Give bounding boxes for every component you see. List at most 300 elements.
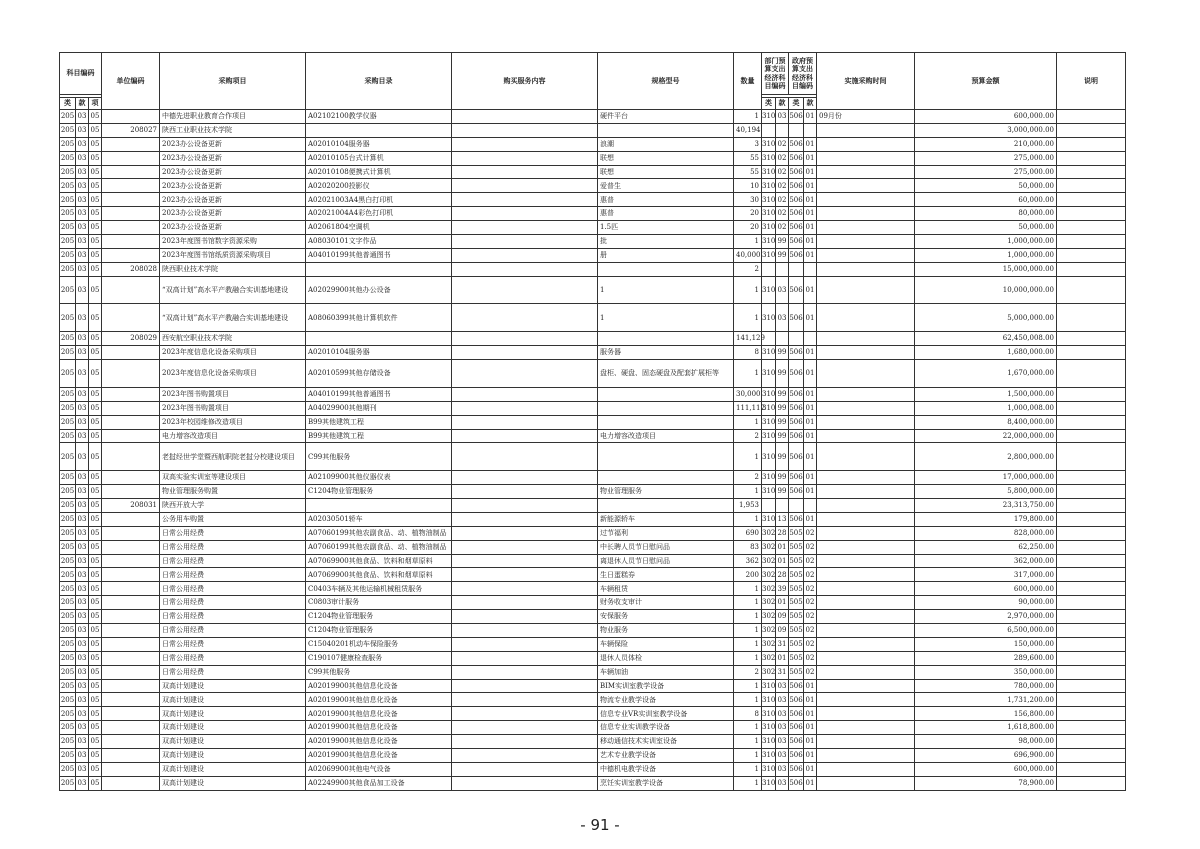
- cell-unit-code: [102, 776, 160, 790]
- cell-quantity: 3: [734, 137, 762, 151]
- cell-spec: 车辆保险: [598, 637, 734, 651]
- cell-amount: 696,900.00: [915, 749, 1057, 763]
- table-row: [60, 624, 1126, 638]
- cell-subject-xiang: 05: [89, 665, 102, 679]
- cell-subject-xiang: 05: [89, 387, 102, 401]
- cell-unit-code: 208031: [102, 499, 160, 513]
- cell-spec: 退休人员体检: [598, 651, 734, 665]
- cell-quantity: 10: [734, 179, 762, 193]
- cell-subject-lei: 205: [60, 637, 76, 651]
- cell-dept-econ-kuan: 02: [776, 137, 789, 151]
- cell-note: [1057, 568, 1126, 582]
- cell-gov-econ-kuan: 02: [804, 610, 817, 624]
- cell-subject-lei: 205: [60, 248, 76, 262]
- cell-gov-econ-lei: [789, 123, 804, 137]
- cell-unit-code: [102, 679, 160, 693]
- cell-subject-xiang: 05: [89, 540, 102, 554]
- cell-dept-econ-kuan: 02: [776, 151, 789, 165]
- cell-unit-code: 208029: [102, 332, 160, 346]
- cell-spec: 信息专业VR实训室教学设备: [598, 707, 734, 721]
- cell-subject-xiang: 05: [89, 651, 102, 665]
- cell-service-content: [452, 568, 598, 582]
- cell-project: 日常公用经费: [160, 610, 306, 624]
- cell-subject-xiang: 05: [89, 776, 102, 790]
- cell-spec: 1: [598, 276, 734, 304]
- cell-quantity: 1: [734, 651, 762, 665]
- cell-unit-code: [102, 512, 160, 526]
- cell-gov-econ-kuan: 01: [804, 137, 817, 151]
- cell-quantity: 8: [734, 346, 762, 360]
- table-row: [60, 707, 1126, 721]
- cell-subject-lei: 205: [60, 707, 76, 721]
- cell-service-content: [452, 693, 598, 707]
- cell-time: [817, 568, 915, 582]
- cell-unit-code: [102, 304, 160, 332]
- cell-service-content: [452, 707, 598, 721]
- cell-gov-econ-kuan: 01: [804, 110, 817, 124]
- cell-note: [1057, 554, 1126, 568]
- cell-spec: 爱普生: [598, 179, 734, 193]
- cell-subject-kuan: 03: [76, 304, 89, 332]
- cell-unit-code: [102, 235, 160, 249]
- cell-service-content: [452, 485, 598, 499]
- cell-dept-econ-lei: [762, 262, 776, 276]
- cell-gov-econ-lei: 506: [789, 429, 804, 443]
- cell-subject-lei: 205: [60, 749, 76, 763]
- cell-gov-econ-lei: 505: [789, 554, 804, 568]
- cell-time: [817, 637, 915, 651]
- cell-subject-kuan: 03: [76, 749, 89, 763]
- cell-gov-econ-kuan: 01: [804, 165, 817, 179]
- cell-quantity: 1: [734, 276, 762, 304]
- cell-subject-kuan: 03: [76, 568, 89, 582]
- cell-amount: 17,000,000.00: [915, 471, 1057, 485]
- cell-quantity: 362: [734, 554, 762, 568]
- cell-subject-xiang: 05: [89, 346, 102, 360]
- cell-amount: 317,000.00: [915, 568, 1057, 582]
- cell-project: 中德先进职业教育合作项目: [160, 110, 306, 124]
- cell-note: [1057, 512, 1126, 526]
- cell-note: [1057, 707, 1126, 721]
- cell-project: “双高计划”高水平产教融合实训基地建设: [160, 276, 306, 304]
- cell-unit-code: [102, 415, 160, 429]
- cell-service-content: [452, 679, 598, 693]
- cell-amount: 23,313,750.00: [915, 499, 1057, 513]
- cell-unit-code: [102, 276, 160, 304]
- cell-gov-econ-kuan: 01: [804, 221, 817, 235]
- cell-dept-econ-kuan: 99: [776, 471, 789, 485]
- cell-amount: 5,000,000.00: [915, 304, 1057, 332]
- cell-subject-kuan: 03: [76, 540, 89, 554]
- cell-dept-econ-kuan: 02: [776, 179, 789, 193]
- cell-subject-kuan: 03: [76, 110, 89, 124]
- cell-spec: [598, 387, 734, 401]
- cell-dept-econ-lei: 310: [762, 346, 776, 360]
- cell-catalog: A02010108便携式计算机: [306, 165, 452, 179]
- cell-subject-xiang: 05: [89, 512, 102, 526]
- cell-unit-code: [102, 721, 160, 735]
- cell-subject-kuan: 03: [76, 554, 89, 568]
- cell-dept-econ-lei: 310: [762, 762, 776, 776]
- cell-project: 日常公用经费: [160, 624, 306, 638]
- cell-catalog: A04010199其他普通图书: [306, 387, 452, 401]
- cell-subject-xiang: 05: [89, 221, 102, 235]
- cell-dept-econ-kuan: 99: [776, 360, 789, 388]
- cell-note: [1057, 596, 1126, 610]
- cell-amount: 1,000,000.00: [915, 248, 1057, 262]
- cell-unit-code: [102, 651, 160, 665]
- table-row: [60, 137, 1126, 151]
- cell-service-content: [452, 193, 598, 207]
- cell-unit-code: [102, 137, 160, 151]
- cell-service-content: [452, 443, 598, 471]
- cell-dept-econ-kuan: 02: [776, 207, 789, 221]
- cell-dept-econ-lei: 302: [762, 596, 776, 610]
- header-service-content: 购买服务内容: [452, 53, 598, 110]
- cell-quantity: 2: [734, 429, 762, 443]
- cell-subject-kuan: 03: [76, 735, 89, 749]
- cell-catalog: A02019900其他信息化设备: [306, 735, 452, 749]
- table-row: [60, 485, 1126, 499]
- cell-time: [817, 499, 915, 513]
- cell-dept-econ-kuan: 39: [776, 582, 789, 596]
- cell-subject-kuan: 03: [76, 248, 89, 262]
- table-body: [60, 110, 1126, 791]
- cell-gov-econ-lei: 505: [789, 637, 804, 651]
- cell-gov-econ-kuan: 01: [804, 304, 817, 332]
- cell-quantity: 30: [734, 193, 762, 207]
- header-dept-econ: 部门预算支出经济科目编码: [762, 53, 789, 95]
- cell-unit-code: [102, 401, 160, 415]
- cell-unit-code: [102, 248, 160, 262]
- cell-unit-code: [102, 151, 160, 165]
- cell-subject-kuan: 03: [76, 387, 89, 401]
- cell-catalog: C0803审计服务: [306, 596, 452, 610]
- cell-unit-code: [102, 665, 160, 679]
- table-row: [60, 415, 1126, 429]
- cell-dept-econ-kuan: 99: [776, 387, 789, 401]
- cell-gov-econ-lei: 506: [789, 360, 804, 388]
- cell-project: 双高计划建设: [160, 762, 306, 776]
- cell-spec: 册: [598, 248, 734, 262]
- cell-subject-lei: 205: [60, 235, 76, 249]
- cell-project: 双高计划建设: [160, 721, 306, 735]
- cell-amount: 2,970,000.00: [915, 610, 1057, 624]
- cell-service-content: [452, 165, 598, 179]
- cell-subject-lei: 205: [60, 776, 76, 790]
- cell-gov-econ-lei: 506: [789, 179, 804, 193]
- cell-quantity: 141,129: [734, 332, 762, 346]
- cell-project: 双高计划建设: [160, 735, 306, 749]
- cell-note: [1057, 485, 1126, 499]
- cell-gov-econ-lei: 506: [789, 304, 804, 332]
- cell-spec: 惠普: [598, 193, 734, 207]
- cell-catalog: A02010104服务器: [306, 346, 452, 360]
- table-row: [60, 193, 1126, 207]
- table-row: [60, 637, 1126, 651]
- cell-spec: [598, 332, 734, 346]
- cell-subject-lei: 205: [60, 360, 76, 388]
- cell-catalog: A02019900其他信息化设备: [306, 679, 452, 693]
- cell-catalog: A02069900其他电气设备: [306, 762, 452, 776]
- header-xiang: 项: [89, 98, 102, 110]
- cell-spec: [598, 499, 734, 513]
- cell-amount: 150,000.00: [915, 637, 1057, 651]
- cell-amount: 50,000.00: [915, 179, 1057, 193]
- cell-note: [1057, 151, 1126, 165]
- cell-quantity: 8: [734, 707, 762, 721]
- header-spec: 规格型号: [598, 53, 734, 110]
- cell-amount: 1,000,000.00: [915, 235, 1057, 249]
- cell-subject-xiang: 05: [89, 332, 102, 346]
- table-row: [60, 596, 1126, 610]
- cell-gov-econ-kuan: 01: [804, 707, 817, 721]
- cell-amount: 1,500,000.00: [915, 387, 1057, 401]
- cell-service-content: [452, 665, 598, 679]
- cell-dept-econ-lei: 310: [762, 165, 776, 179]
- cell-amount: 600,000.00: [915, 110, 1057, 124]
- cell-subject-lei: 205: [60, 193, 76, 207]
- cell-quantity: 1: [734, 610, 762, 624]
- cell-dept-econ-lei: 310: [762, 401, 776, 415]
- cell-gov-econ-kuan: 01: [804, 443, 817, 471]
- cell-spec: 盘柜、硬盘、固态硬盘及配套扩展柜等: [598, 360, 734, 388]
- cell-subject-kuan: 03: [76, 207, 89, 221]
- cell-project: 日常公用经费: [160, 582, 306, 596]
- cell-gov-econ-kuan: 02: [804, 526, 817, 540]
- cell-subject-kuan: 03: [76, 721, 89, 735]
- cell-time: [817, 235, 915, 249]
- cell-dept-econ-kuan: 01: [776, 540, 789, 554]
- table-row: [60, 568, 1126, 582]
- cell-project: 日常公用经费: [160, 526, 306, 540]
- cell-amount: 3,000,000.00: [915, 123, 1057, 137]
- cell-subject-xiang: 05: [89, 193, 102, 207]
- cell-gov-econ-lei: 506: [789, 151, 804, 165]
- cell-time: [817, 137, 915, 151]
- cell-project: 2023年度图书馆纸质资源采购项目: [160, 248, 306, 262]
- cell-gov-econ-kuan: 02: [804, 568, 817, 582]
- cell-note: [1057, 332, 1126, 346]
- cell-subject-xiang: 05: [89, 443, 102, 471]
- cell-quantity: 1: [734, 235, 762, 249]
- cell-dept-econ-kuan: 02: [776, 165, 789, 179]
- cell-subject-xiang: 05: [89, 721, 102, 735]
- cell-unit-code: [102, 165, 160, 179]
- cell-spec: [598, 262, 734, 276]
- cell-catalog: A07069900其他食品、饮料和烟草原料: [306, 554, 452, 568]
- cell-unit-code: [102, 471, 160, 485]
- cell-note: [1057, 221, 1126, 235]
- cell-spec: [598, 401, 734, 415]
- cell-subject-kuan: 03: [76, 582, 89, 596]
- cell-spec: 批: [598, 235, 734, 249]
- cell-subject-lei: 205: [60, 332, 76, 346]
- cell-unit-code: [102, 443, 160, 471]
- cell-amount: 8,400,000.00: [915, 415, 1057, 429]
- cell-time: [817, 179, 915, 193]
- cell-gov-econ-kuan: 02: [804, 637, 817, 651]
- cell-amount: 62,450,008.00: [915, 332, 1057, 346]
- cell-catalog: A02010599其他存储设备: [306, 360, 452, 388]
- cell-gov-econ-kuan: 02: [804, 582, 817, 596]
- cell-subject-lei: 205: [60, 137, 76, 151]
- cell-amount: 5,800,000.00: [915, 485, 1057, 499]
- cell-amount: 275,000.00: [915, 151, 1057, 165]
- cell-unit-code: 208028: [102, 262, 160, 276]
- cell-catalog: [306, 332, 452, 346]
- cell-unit-code: [102, 346, 160, 360]
- cell-dept-econ-lei: 310: [762, 443, 776, 471]
- cell-service-content: [452, 429, 598, 443]
- cell-spec: 中长聘人员节日慰问品: [598, 540, 734, 554]
- cell-amount: 6,500,000.00: [915, 624, 1057, 638]
- cell-time: [817, 207, 915, 221]
- cell-subject-lei: 205: [60, 401, 76, 415]
- cell-gov-econ-lei: 506: [789, 471, 804, 485]
- cell-gov-econ-lei: 506: [789, 443, 804, 471]
- cell-time: [817, 193, 915, 207]
- cell-project: 双高计划建设: [160, 707, 306, 721]
- cell-subject-xiang: 05: [89, 526, 102, 540]
- cell-gov-econ-kuan: 02: [804, 596, 817, 610]
- header-dept-lei: 类: [762, 98, 776, 110]
- cell-quantity: 1,953: [734, 499, 762, 513]
- cell-unit-code: [102, 707, 160, 721]
- cell-time: [817, 401, 915, 415]
- cell-gov-econ-lei: 506: [789, 346, 804, 360]
- cell-subject-xiang: 05: [89, 165, 102, 179]
- table-row: [60, 332, 1126, 346]
- cell-subject-kuan: 03: [76, 443, 89, 471]
- cell-time: [817, 221, 915, 235]
- cell-subject-kuan: 03: [76, 123, 89, 137]
- cell-service-content: [452, 262, 598, 276]
- cell-note: [1057, 735, 1126, 749]
- cell-time: [817, 512, 915, 526]
- cell-subject-lei: 205: [60, 387, 76, 401]
- cell-quantity: 1: [734, 679, 762, 693]
- cell-unit-code: [102, 110, 160, 124]
- cell-gov-econ-kuan: 02: [804, 651, 817, 665]
- cell-project: 2023办公设备更新: [160, 165, 306, 179]
- cell-amount: 60,000.00: [915, 193, 1057, 207]
- cell-subject-lei: 205: [60, 651, 76, 665]
- table-row: [60, 582, 1126, 596]
- table-row: [60, 179, 1126, 193]
- cell-note: [1057, 582, 1126, 596]
- cell-subject-kuan: 03: [76, 637, 89, 651]
- cell-service-content: [452, 415, 598, 429]
- cell-project: 2023办公设备更新: [160, 221, 306, 235]
- cell-subject-lei: 205: [60, 624, 76, 638]
- header-time: 实施采购时间: [817, 53, 915, 110]
- cell-amount: 780,000.00: [915, 679, 1057, 693]
- cell-time: [817, 610, 915, 624]
- cell-service-content: [452, 276, 598, 304]
- cell-quantity: 1: [734, 415, 762, 429]
- cell-catalog: A02019900其他信息化设备: [306, 749, 452, 763]
- cell-gov-econ-kuan: 01: [804, 248, 817, 262]
- cell-dept-econ-lei: 302: [762, 568, 776, 582]
- cell-spec: 惠普: [598, 207, 734, 221]
- cell-gov-econ-lei: 506: [789, 721, 804, 735]
- cell-dept-econ-kuan: 03: [776, 776, 789, 790]
- cell-service-content: [452, 387, 598, 401]
- cell-dept-econ-lei: 310: [762, 248, 776, 262]
- cell-subject-xiang: 05: [89, 429, 102, 443]
- cell-subject-xiang: 05: [89, 762, 102, 776]
- cell-amount: 2,800,000.00: [915, 443, 1057, 471]
- cell-spec: 艺术专业教学设备: [598, 749, 734, 763]
- cell-gov-econ-lei: [789, 332, 804, 346]
- cell-dept-econ-kuan: 99: [776, 235, 789, 249]
- header-quantity: 数量: [734, 53, 762, 110]
- cell-dept-econ-kuan: 09: [776, 610, 789, 624]
- cell-service-content: [452, 762, 598, 776]
- cell-time: [817, 276, 915, 304]
- cell-project: 物业管理服务购置: [160, 485, 306, 499]
- cell-gov-econ-lei: 506: [789, 276, 804, 304]
- cell-service-content: [452, 207, 598, 221]
- cell-unit-code: [102, 637, 160, 651]
- cell-quantity: 1: [734, 512, 762, 526]
- cell-amount: 50,000.00: [915, 221, 1057, 235]
- cell-unit-code: [102, 526, 160, 540]
- cell-subject-kuan: 03: [76, 512, 89, 526]
- cell-dept-econ-lei: 310: [762, 304, 776, 332]
- cell-spec: [598, 471, 734, 485]
- cell-subject-lei: 205: [60, 540, 76, 554]
- cell-note: [1057, 693, 1126, 707]
- table-row: [60, 721, 1126, 735]
- cell-service-content: [452, 332, 598, 346]
- header-gov-lei: 类: [789, 98, 804, 110]
- cell-subject-lei: 205: [60, 179, 76, 193]
- cell-subject-xiang: 05: [89, 179, 102, 193]
- cell-note: [1057, 304, 1126, 332]
- cell-service-content: [452, 540, 598, 554]
- cell-note: [1057, 637, 1126, 651]
- cell-subject-xiang: 05: [89, 137, 102, 151]
- cell-service-content: [452, 512, 598, 526]
- cell-project: 陕西工业职业技术学院: [160, 123, 306, 137]
- cell-subject-xiang: 05: [89, 707, 102, 721]
- cell-gov-econ-kuan: 01: [804, 401, 817, 415]
- cell-project: 日常公用经费: [160, 568, 306, 582]
- cell-spec: BIM实训室教学设备: [598, 679, 734, 693]
- cell-gov-econ-lei: 506: [789, 762, 804, 776]
- cell-gov-econ-kuan: 01: [804, 679, 817, 693]
- cell-service-content: [452, 401, 598, 415]
- cell-dept-econ-kuan: [776, 262, 789, 276]
- cell-gov-econ-kuan: 01: [804, 693, 817, 707]
- cell-subject-lei: 205: [60, 512, 76, 526]
- cell-service-content: [452, 179, 598, 193]
- cell-gov-econ-lei: 506: [789, 512, 804, 526]
- cell-quantity: 20: [734, 207, 762, 221]
- cell-project: 日常公用经费: [160, 637, 306, 651]
- cell-subject-kuan: 03: [76, 415, 89, 429]
- cell-quantity: 1: [734, 624, 762, 638]
- cell-subject-xiang: 05: [89, 749, 102, 763]
- cell-dept-econ-kuan: 03: [776, 276, 789, 304]
- cell-time: [817, 624, 915, 638]
- cell-project: 2023办公设备更新: [160, 137, 306, 151]
- cell-subject-kuan: 03: [76, 221, 89, 235]
- cell-amount: 1,680,000.00: [915, 346, 1057, 360]
- cell-subject-kuan: 03: [76, 665, 89, 679]
